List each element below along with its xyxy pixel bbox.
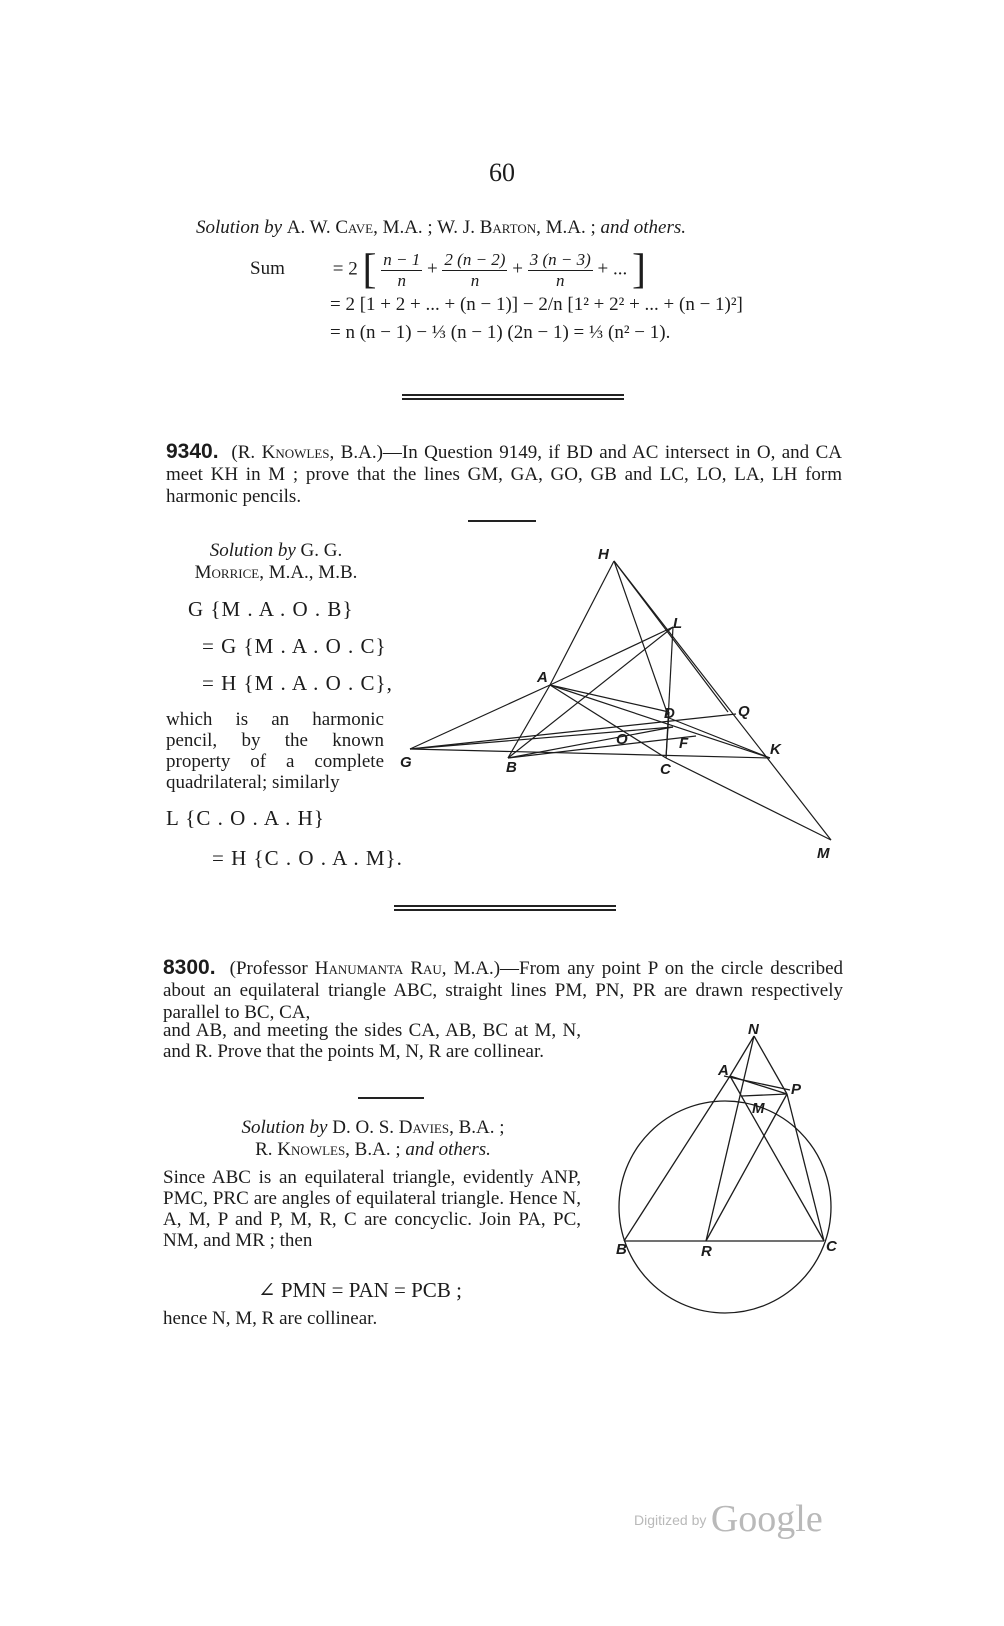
line-a-d [550,685,669,712]
line-p-r [706,1094,787,1241]
angle-equation: ∠ PMN = PAN = PCB ; [258,1278,462,1302]
label-f: F [679,735,689,752]
solution-author-8300-1: D. O. S. Davies, B.A. ; [332,1117,505,1138]
author-close-8300: , M.A.)— [441,958,520,979]
label-b-8300: B [616,1241,627,1258]
google-logo: Google [710,1498,823,1540]
label-g: G [400,754,412,771]
problem-text: In Question 9149, if BD and AC intersect in O, and CA meet KH in M ; prove that the lines GM, GA, GO, GB and LC, LO, LA, LH form harmonic pencils. [166,442,843,507]
pencil-line-1: G {M . A . O . B} [188,597,354,621]
label-p: P [791,1081,802,1098]
eq1-tail: + ... [597,258,628,280]
line-a-c [730,1076,824,1241]
line-h-f [614,561,669,718]
pencil-line-4: L {C . O . A . H} [166,806,325,830]
solution-body-8300: Since ABC is an equilateral triangle, evidently ANP, PMC, PRC are angles of equilateral triangle. Hence N, A, M, P and P, M, R, C are concyclic. Join PA, PC, NM, and MR ; then [163,1167,581,1251]
fraction-3-denominator: n [555,270,565,290]
label-c: C [660,761,671,778]
byline-prefix: Solution by [196,217,283,238]
page-number: 60 [489,158,515,187]
short-divider-8300 [358,1097,424,1099]
pencil-line-2: = G {M . A . O . C} [202,634,387,658]
problem-number-8300: 8300. [163,956,216,979]
label-l: L [673,615,683,632]
label-b: B [506,759,517,776]
left-bracket: [ [362,247,377,293]
section-divider [402,394,624,400]
equation-line-2: = 2 [1 + 2 + ... + (n − 1)] − 2/n [1² + 2² + ... + (n − 1)²] [330,294,743,315]
fraction-2-denominator: n [470,270,480,290]
solution-author-line-2: Morrice, M.A., M.B. [194,562,358,583]
byline-suffix: and others. [600,217,687,238]
solution-author-line-1: G. G. [300,540,343,561]
pencil-explanation: which is an harmonic pencil, by the known property of a complete quadrilateral; similarly [166,709,384,793]
line-h-m [614,561,831,840]
figure-8300-diagram [606,1018,850,1324]
problem-author: Knowles [261,442,330,463]
fraction-2 [442,250,507,291]
fraction-1-numerator: n − 1 [383,249,421,269]
label-k: K [770,741,781,758]
equation-line-3: = n (n − 1) − ⅓ (n − 1) (2n − 1) = ⅓ (n² − 1). [330,322,671,343]
fraction-1 [381,250,422,291]
short-divider [468,520,536,522]
label-o: O [616,731,628,748]
label-a-8300: A [718,1062,729,1079]
problem-text-8300-continued: and AB, and meeting the sides CA, AB, BC at M, N, and R. Prove that the points M, N, R are collinear. [163,1020,581,1062]
fraction-3-numerator: 3 (n − 3) [529,249,591,269]
line-n-r [706,1036,754,1241]
solution-byline-8300 [163,1117,583,1161]
label-d: D [664,705,675,722]
line-h-q [614,561,728,712]
label-q: Q [738,703,750,720]
problem-9340-statement [166,441,842,508]
line-b-a [624,1076,730,1241]
byline-authors: A. W. Cave, M.A. ; W. J. Barton, M.A. ; [286,217,596,238]
solution-author-8300-2: R. Knowles, B.A. ; [255,1139,401,1160]
author-open-8300: (Professor [229,958,308,979]
pencil-line-3: = H {M . A . O . C}, [202,671,393,695]
watermark-prefix: Digitized by [634,1512,707,1528]
fraction-2-numerator: 2 (n − 2) [444,249,506,269]
label-r: R [701,1243,712,1260]
solution-prefix-8300: Solution by [241,1117,328,1138]
label-c-8300: C [826,1238,837,1255]
label-m-8300: M [752,1100,765,1117]
solution-byline [196,217,686,239]
author-close: , B.A.)— [329,442,402,463]
section-divider-2 [394,905,616,911]
line-c-m [666,758,831,840]
line-a-k [550,685,770,758]
line-a-b [508,685,550,758]
pencil-line-5: = H {C . O . A . M}. [212,846,403,870]
sum-label: Sum [250,258,285,280]
equation-line-1: Sum = 2 [ $\frac{n - 1}{n}$ + $\frac{2 (n - 2)}{n}$ + $\frac{3 (n - 3)}{n}$ + ... ] [250,247,646,293]
conclusion: hence N, M, R are collinear. [163,1308,378,1329]
label-a: A [537,669,548,686]
eq1-equals: = 2 [332,258,358,280]
fraction-1-denominator: n [397,270,406,290]
problem-text-8300: From any point P on the circle described about an equilateral triangle ABC, straight lines PM, PN, PR are drawn respectively parallel to BC, CA, [163,958,843,1023]
label-m: M [817,845,830,862]
line-a-n [730,1036,754,1076]
line-g-k [410,749,770,758]
problem-author-8300: Hanumanta Rau [314,958,442,979]
label-h: H [598,546,609,563]
right-bracket: ] [631,247,646,293]
author-open: (R. [231,442,256,463]
digitized-watermark [634,1497,823,1541]
line-m-p [742,1094,787,1096]
fraction-3 [528,250,593,291]
solution-byline-9340 [166,540,386,584]
line-p-c [787,1094,824,1241]
label-n: N [748,1021,759,1038]
solution-prefix: Solution by [209,540,296,561]
problem-8300-statement [163,957,843,1024]
figure-9340-diagram [396,540,844,870]
solution-suffix-8300: and others. [405,1139,491,1160]
line-h-a [550,561,614,685]
problem-number: 9340. [166,440,219,463]
